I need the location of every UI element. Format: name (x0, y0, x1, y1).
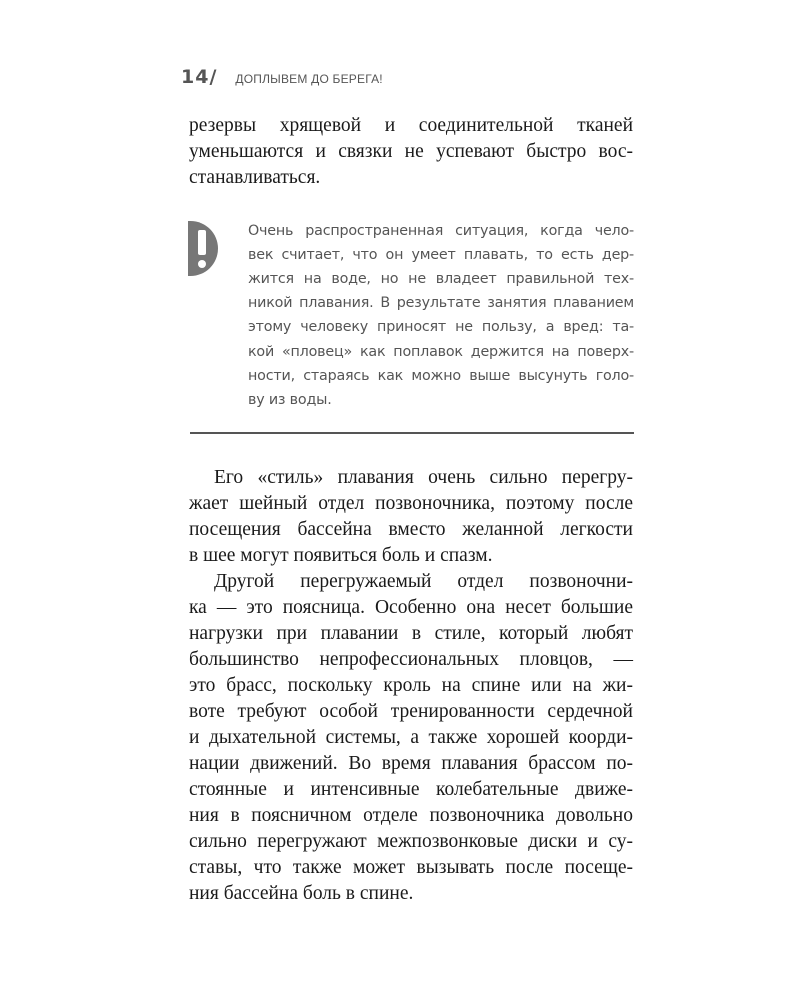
note-line: век считает, что он умеет плавать, то есть дер- (248, 247, 634, 263)
intro-line: станавливаться. (189, 167, 321, 188)
paragraph-line: и дыхательной системы, а также хорошей коорди- (189, 727, 633, 748)
intro-line: резервы хрящевой и соединительной тканей (189, 115, 633, 136)
note-line: ву из воды. (248, 392, 332, 408)
paragraph-line: ставы, что также может вызывать после посеще- (189, 857, 633, 878)
paragraph-line: нации движений. Во время плавания брассом по- (189, 753, 633, 774)
paragraph-line: ния бассейна боль в спине. (189, 883, 414, 904)
running-title: ДОПЛЫВЕМ ДО БЕРЕГА! (235, 72, 383, 86)
paragraph-line: ния в поясничном отделе позвоночника довольно (189, 805, 633, 826)
paragraph-line: нагрузки при плавании в стиле, который любят (189, 623, 633, 644)
note-line: кой «пловец» как поплавок держится на поверх- (248, 344, 634, 360)
paragraph-line: Его «стиль» плавания очень сильно перегру- (214, 467, 633, 488)
note-line: жится на воде, но не владеет правильной тех- (248, 271, 634, 287)
paragraph-line: Другой перегружаемый отдел позвоночни- (214, 571, 633, 592)
paragraph-line: большинство непрофессиональных пловцов, — (189, 649, 633, 670)
exclamation-icon (188, 221, 218, 276)
paragraph-line: в шее могут появиться боль и спазм. (189, 545, 493, 566)
note-line: этому человеку приносят не пользу, а вред: та- (248, 319, 634, 335)
note-line: ности, стараясь как можно выше высунуть голо- (248, 368, 634, 384)
note-line: Очень распространенная ситуация, когда чело- (248, 223, 634, 239)
paragraph-line: жает шейный отдел позвоночника, поэтому после (189, 493, 633, 514)
intro-line: уменьшаются и связки не успевают быстро вос- (189, 141, 633, 162)
paragraph-line: посещения бассейна вместо желанной легкости (189, 519, 633, 540)
note-line: никой плавания. В результате занятия плаванием (248, 295, 634, 311)
divider (190, 432, 634, 434)
paragraph-line: ка — это поясница. Особенно она несет большие (189, 597, 633, 618)
page-number: 14/ (181, 66, 218, 88)
paragraph-line: воте требуют особой тренированности сердечной (189, 701, 633, 722)
paragraph-line: сильно перегружают межпозвонковые диски и су- (189, 831, 633, 852)
page-header (181, 66, 383, 94)
paragraph-line: стоянные и интенсивные колебательные движе- (189, 779, 633, 800)
paragraph-line: это брасс, поскольку кроль на спине или на жи- (189, 675, 633, 696)
